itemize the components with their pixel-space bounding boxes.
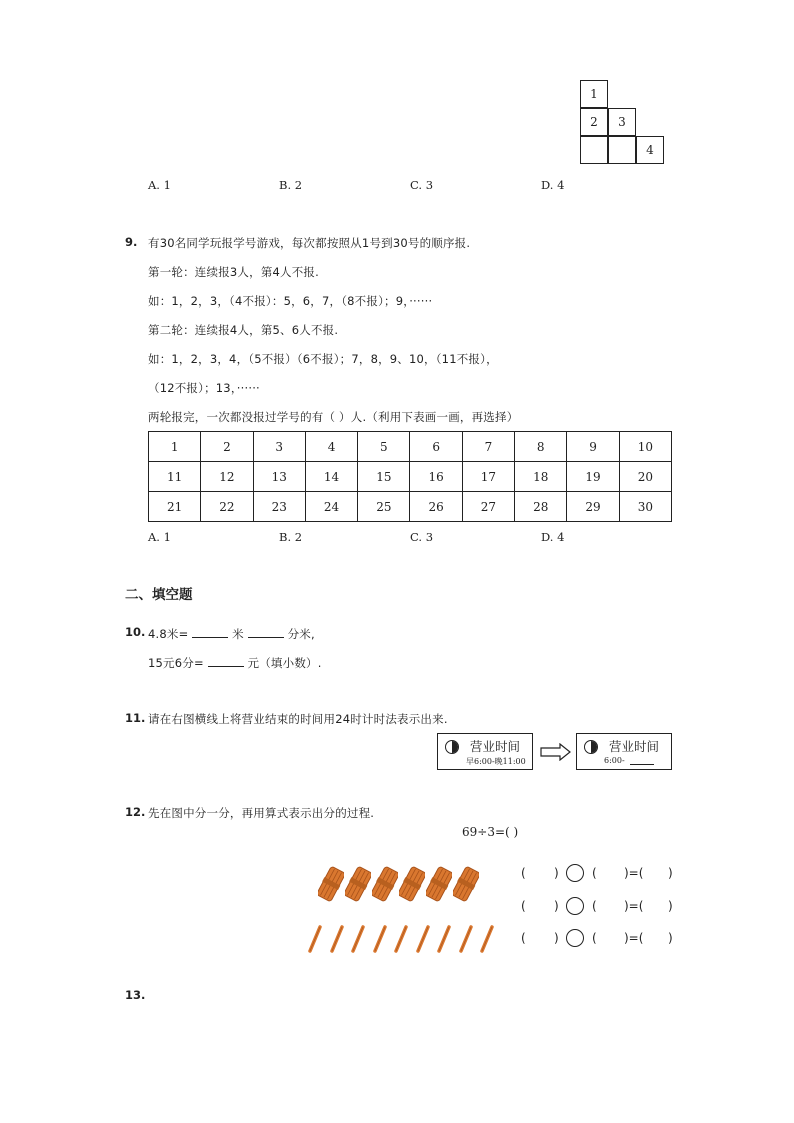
paren: )=(: [624, 866, 644, 880]
table-row: [149, 432, 672, 462]
operator-circle[interactable]: [566, 864, 584, 882]
stick-bundle-icon[interactable]: [426, 866, 452, 902]
table-cell[interactable]: 11: [149, 462, 201, 492]
table-cell[interactable]: 4: [305, 432, 357, 462]
sun-icon: [584, 740, 598, 754]
grid-cell: 2: [580, 108, 608, 136]
q10-line2: [148, 654, 322, 671]
table-cell[interactable]: 5: [358, 432, 410, 462]
paren: (: [521, 931, 526, 945]
paren: ): [554, 931, 559, 945]
q10-line1: [148, 625, 315, 642]
table-cell[interactable]: 3: [253, 432, 305, 462]
table-cell[interactable]: 24: [305, 492, 357, 522]
q9-line2: 如：1，2，3，（4不报）：5，6，7，（8不报）；9，······: [148, 294, 433, 308]
number-table: [148, 431, 672, 522]
business-hours-box-original: [437, 733, 533, 770]
answer-blank[interactable]: [192, 625, 228, 638]
table-cell[interactable]: 27: [462, 492, 514, 522]
grid-cell: 4: [636, 136, 664, 164]
grid-cell: 3: [608, 108, 636, 136]
table-cell[interactable]: 22: [201, 492, 253, 522]
answer-blank[interactable]: [208, 654, 244, 667]
single-sticks: [308, 925, 498, 953]
paren: )=(: [624, 931, 644, 945]
q9-stem: 有30名同学玩报学号游戏，每次都按照从1号到30号的顺序报.: [148, 236, 471, 250]
paren: (: [521, 866, 526, 880]
table-row: [149, 462, 672, 492]
q9-line5: （12不报）；13，······: [148, 381, 260, 395]
q8-option-c[interactable]: C. 3: [410, 178, 434, 192]
stick-bundle-icon[interactable]: [453, 866, 479, 902]
q8-option-b[interactable]: B. 2: [279, 178, 303, 192]
q9-line6: 两轮报完，一次都没报过学号的有（ ）人.（利用下表画一画，再选择）: [148, 410, 519, 424]
paren: (: [521, 899, 526, 913]
paren: ): [554, 866, 559, 880]
q8-option-d[interactable]: D. 4: [541, 178, 565, 192]
q9-line3: 第二轮：连续报4人，第5、6人不报.: [148, 323, 339, 337]
table-cell[interactable]: 12: [201, 462, 253, 492]
sun-icon: [445, 740, 459, 754]
stick-bundle-icon[interactable]: [399, 866, 425, 902]
single-stick-icon[interactable]: [351, 925, 365, 953]
hours-title: 营业时间: [609, 739, 660, 754]
table-cell[interactable]: 14: [305, 462, 357, 492]
stick-bundle-icon[interactable]: [318, 866, 344, 902]
table-cell[interactable]: 2: [201, 432, 253, 462]
arrow-right-icon: [540, 743, 572, 761]
q11-number: 11.: [125, 711, 146, 725]
stick-bundle-icon[interactable]: [345, 866, 371, 902]
hours-title: 营业时间: [470, 739, 521, 754]
single-stick-icon[interactable]: [416, 925, 430, 953]
answer-blank[interactable]: [630, 764, 654, 765]
paren: ): [668, 866, 673, 880]
q9-option-d[interactable]: D. 4: [541, 530, 565, 544]
business-hours-box-answer: [576, 733, 672, 770]
table-cell[interactable]: 26: [410, 492, 462, 522]
table-cell[interactable]: 20: [619, 462, 671, 492]
paren: ): [554, 899, 559, 913]
single-stick-icon[interactable]: [308, 925, 322, 953]
table-cell[interactable]: 6: [410, 432, 462, 462]
q10-text: 元（填小数）.: [247, 656, 322, 670]
stick-bundles: [318, 866, 508, 902]
single-stick-icon[interactable]: [459, 925, 473, 953]
q10-text: 分米,: [287, 627, 315, 641]
single-stick-icon[interactable]: [373, 925, 387, 953]
paren: (: [592, 899, 597, 913]
table-cell[interactable]: 28: [515, 492, 567, 522]
table-cell[interactable]: 15: [358, 462, 410, 492]
q9-option-c[interactable]: C. 3: [410, 530, 434, 544]
q9-number: 9.: [125, 235, 138, 249]
single-stick-icon[interactable]: [437, 925, 451, 953]
q10-text: 4.8米=: [148, 627, 189, 641]
table-cell[interactable]: 29: [567, 492, 619, 522]
section-title: 二、填空题: [125, 587, 193, 603]
table-cell[interactable]: 10: [619, 432, 671, 462]
table-row: [149, 492, 672, 522]
paren: (: [592, 866, 597, 880]
grid-cell: [580, 136, 608, 164]
table-cell[interactable]: 13: [253, 462, 305, 492]
hours-start: 6:00-: [604, 756, 625, 765]
stick-bundle-icon[interactable]: [372, 866, 398, 902]
q10-number: 10.: [125, 625, 146, 639]
q9-line1: 第一轮：连续报3人，第4人不报.: [148, 265, 319, 279]
grid-cell: 1: [580, 80, 608, 108]
table-cell[interactable]: 18: [515, 462, 567, 492]
hours-range: 早6:00-晚11:00: [466, 757, 526, 766]
operator-circle[interactable]: [566, 897, 584, 915]
table-cell[interactable]: 19: [567, 462, 619, 492]
q10-text: 米: [232, 627, 244, 641]
table-cell[interactable]: 21: [149, 492, 201, 522]
table-cell[interactable]: 16: [410, 462, 462, 492]
table-cell[interactable]: 9: [567, 432, 619, 462]
table-cell[interactable]: 30: [619, 492, 671, 522]
paren: ): [668, 931, 673, 945]
q8-option-a[interactable]: A. 1: [148, 178, 171, 192]
paren: ): [668, 899, 673, 913]
paren: (: [592, 931, 597, 945]
q9-option-a[interactable]: A. 1: [148, 530, 171, 544]
table-cell[interactable]: 8: [515, 432, 567, 462]
grid-cell: [608, 136, 636, 164]
operator-circle[interactable]: [566, 929, 584, 947]
q10-text: 15元6分=: [148, 656, 204, 670]
q11-stem: 请在右图横线上将营业结束的时间用24时计时法表示出来.: [148, 712, 448, 726]
single-stick-icon[interactable]: [480, 925, 494, 953]
q9-line4: 如：1，2，3，4，（5不报）（6不报）；7，8，9、10，（11不报），: [148, 352, 498, 366]
table-cell[interactable]: 23: [253, 492, 305, 522]
q12-number: 12.: [125, 805, 146, 819]
table-cell[interactable]: 7: [462, 432, 514, 462]
table-cell[interactable]: 17: [462, 462, 514, 492]
single-stick-icon[interactable]: [330, 925, 344, 953]
table-cell[interactable]: 1: [149, 432, 201, 462]
q13-number: 13.: [125, 988, 146, 1002]
q12-equation: 69÷3=( ): [462, 825, 519, 839]
paren: )=(: [624, 899, 644, 913]
q12-stem: 先在图中分一分，再用算式表示出分的过程.: [148, 806, 375, 820]
q9-option-b[interactable]: B. 2: [279, 530, 303, 544]
single-stick-icon[interactable]: [394, 925, 408, 953]
table-cell[interactable]: 25: [358, 492, 410, 522]
answer-blank[interactable]: [248, 625, 284, 638]
